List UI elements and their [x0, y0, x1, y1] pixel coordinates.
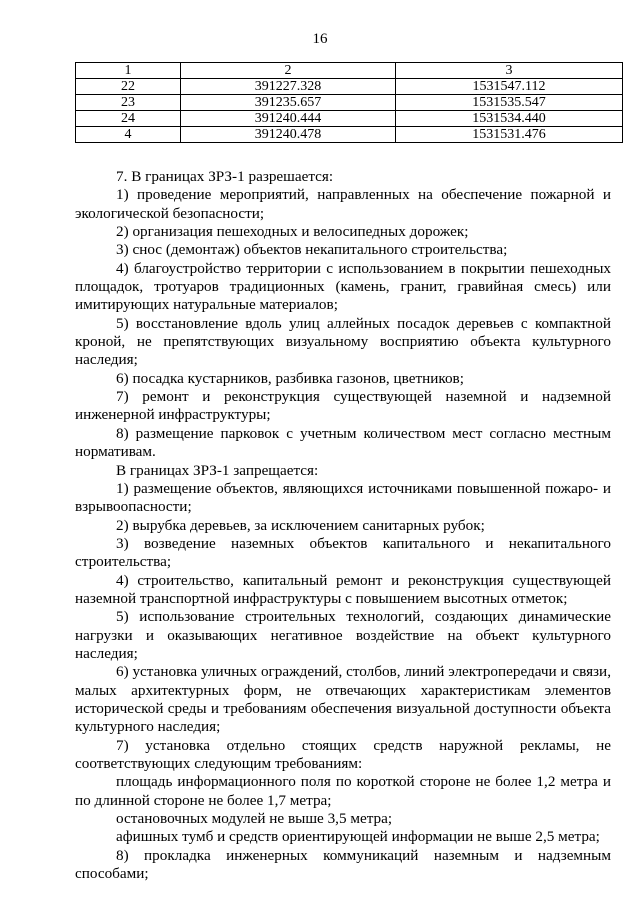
- list-item: 3) возведение наземных объектов капитального и некапитального строительства;: [75, 534, 611, 571]
- list-item: 2) вырубка деревьев, за исключением санитарных рубок;: [116, 516, 485, 534]
- point-number-cell: 23: [76, 95, 181, 111]
- list-item: 8) размещение парковок с учетным количеством мест согласно местным нормативам.: [75, 424, 611, 461]
- coordinates-table: [75, 62, 623, 143]
- document-body: [75, 168, 611, 883]
- table-header-cell: 3: [396, 63, 623, 79]
- sub-item: площадь информационного поля по короткой стороне не более 1,2 метра и по длинной стороне не более 1,7 метра;: [75, 773, 611, 809]
- list-item: 6) установка уличных ограждений, столбов, линий электропередачи и связи, малых архитектурных форм, не отвечающих характеристикам элементов исторической среды и требованиям обеспечения визуальной доступности объекта культурного наследия;: [75, 663, 611, 736]
- section-heading-permitted: 7. В границах ЗРЗ-1 разрешается:: [116, 168, 334, 185]
- page-number: 16: [312, 31, 328, 47]
- y-coordinate-cell: 1531535.547: [396, 95, 623, 111]
- list-item: 7) ремонт и реконструкция существующей наземной и надземной инженерной инфраструктуры;: [75, 388, 611, 424]
- list-item: 8) прокладка инженерных коммуникаций наземным и надземным способами;: [75, 846, 611, 883]
- table-row: [76, 79, 623, 95]
- sub-item: афишных тумб и средств ориентирующей информации не выше 2,5 метра;: [116, 828, 600, 846]
- x-coordinate-cell: 391240.444: [181, 111, 396, 127]
- table-row: [76, 111, 623, 127]
- section-heading-prohibited: В границах ЗРЗ-1 запрещается:: [116, 461, 319, 479]
- list-item: 3) снос (демонтаж) объектов некапитального строительства;: [116, 241, 508, 259]
- list-item: 1) размещение объектов, являющихся источниками повышенной пожаро- и взрывоопасности;: [75, 479, 611, 516]
- table-row: [76, 127, 623, 143]
- point-number-cell: 4: [76, 127, 181, 143]
- list-item: 5) использование строительных технологий, создающих динамические нагрузки и оказывающих негативное воздействие на объект культурного наследия;: [75, 608, 611, 662]
- x-coordinate-cell: 391240.478: [181, 127, 396, 143]
- x-coordinate-cell: 391227.328: [181, 79, 396, 95]
- point-number-cell: 24: [76, 111, 181, 127]
- table-header-cell: 2: [181, 63, 396, 79]
- y-coordinate-cell: 1531534.440: [396, 111, 623, 127]
- list-item: 7) установка отдельно стоящих средств наружной рекламы, не соответствующих следующим требованиям:: [75, 736, 611, 772]
- list-item: 6) посадка кустарников, разбивка газонов, цветников;: [116, 369, 464, 387]
- y-coordinate-cell: 1531547.112: [396, 79, 623, 95]
- list-item: 4) благоустройство территории с использованием в покрытии пешеходных площадок, тротуаров традиционных (камень, гранит, гравийная смесь) или имитирующих натуральные материалов;: [75, 259, 611, 314]
- point-number-cell: 22: [76, 79, 181, 95]
- list-item: 2) организация пешеходных и велосипедных дорожек;: [116, 223, 469, 241]
- list-item: 1) проведение мероприятий, направленных на обеспечение пожарной и экологической безопасности;: [75, 186, 611, 222]
- table-header-row: [76, 63, 623, 79]
- sub-item: остановочных модулей не выше 3,5 метра;: [116, 810, 393, 828]
- list-item: 4) строительство, капитальный ремонт и реконструкция существующей наземной транспортной инфраструктуры с повышением высотных отметок;: [75, 571, 611, 607]
- y-coordinate-cell: 1531531.476: [396, 127, 623, 143]
- table-row: [76, 95, 623, 111]
- x-coordinate-cell: 391235.657: [181, 95, 396, 111]
- list-item: 5) восстановление вдоль улиц аллейных посадок деревьев с компактной кроной, не препятствующих визуальному восприятию объекта культурного наследия;: [75, 314, 611, 369]
- table-header-cell: 1: [76, 63, 181, 79]
